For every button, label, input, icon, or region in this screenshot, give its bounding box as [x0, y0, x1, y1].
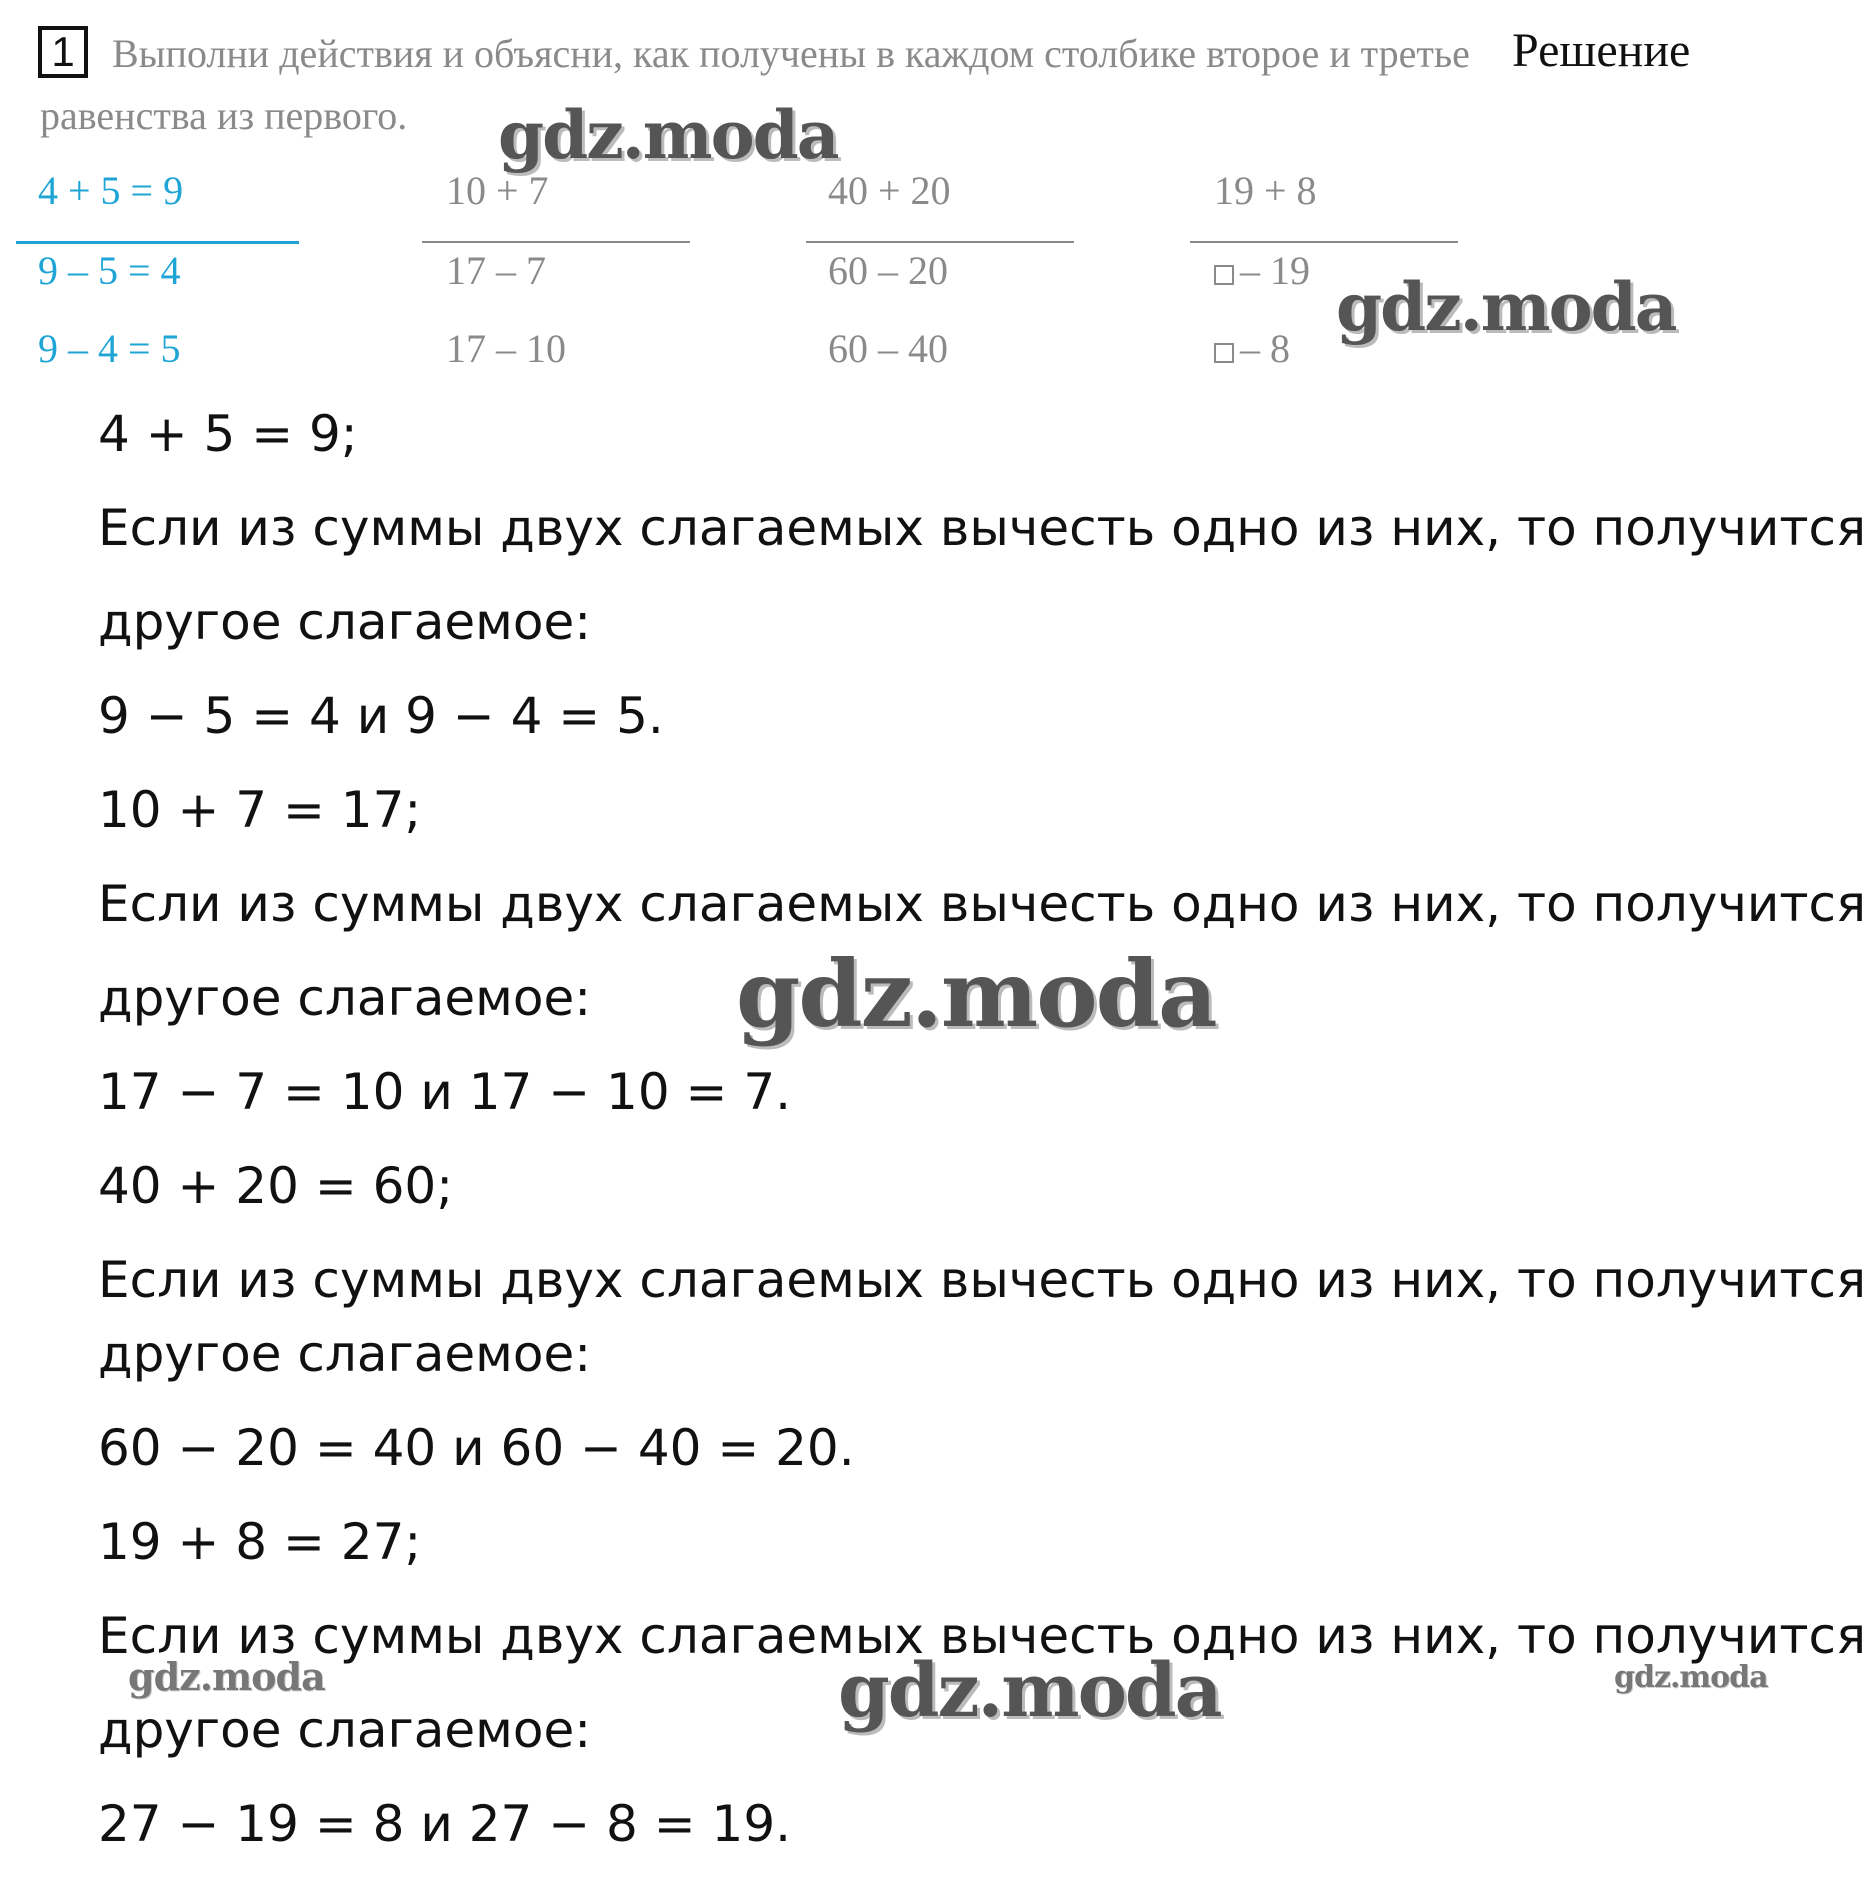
- solution-line-13: 19 + 8 = 27;: [98, 1513, 422, 1571]
- column-3-top: 40 + 20: [828, 168, 951, 213]
- solution-line-14: Если из суммы двух слагаемых вычесть одно из них, то получится: [98, 1607, 1867, 1665]
- solution-line-15: другое слагаемое:: [98, 1701, 592, 1759]
- solution-line-12: 60 − 20 = 40 и 60 − 40 = 20.: [98, 1419, 855, 1477]
- solution-line-4: 9 − 5 = 4 и 9 − 4 = 5.: [98, 687, 664, 745]
- task-number: 1: [38, 26, 88, 78]
- column-4-third: – 8: [1214, 326, 1290, 372]
- solution-line-6: Если из суммы двух слагаемых вычесть одно из них, то получится: [98, 875, 1867, 933]
- watermark-small: gdz.moda: [1614, 1660, 1768, 1695]
- solution-line-5: 10 + 7 = 17;: [98, 781, 422, 839]
- task-text-line1: Выполни действия и объясни, как получены в каждом столбике второе и третье: [112, 31, 1470, 76]
- column-2-second: 17 – 7: [446, 248, 546, 293]
- blank-box-icon: [1214, 343, 1234, 363]
- watermark: gdz.moda: [736, 940, 1216, 1048]
- column-1-third: 9 – 4 = 5: [38, 326, 181, 371]
- watermark-small: gdz.moda: [128, 1654, 325, 1699]
- column-1-divider: [16, 241, 299, 244]
- watermark: gdz.moda: [498, 96, 838, 174]
- column-1-second: 9 – 5 = 4: [38, 248, 181, 293]
- solution-line-9: 40 + 20 = 60;: [98, 1157, 454, 1215]
- solution-label: Решение: [1512, 20, 1822, 82]
- column-4-divider: [1190, 241, 1458, 243]
- column-3-third: 60 – 40: [828, 326, 948, 371]
- column-1-top: 4 + 5 = 9: [38, 168, 184, 213]
- blank-box-icon: [1214, 265, 1234, 285]
- solution-line-7: другое слагаемое:: [98, 969, 592, 1027]
- solution-line-10: Если из суммы двух слагаемых вычесть одно из них, то получится: [98, 1251, 1867, 1309]
- column-3-second: 60 – 20: [828, 248, 948, 293]
- solution-line-1: 4 + 5 = 9;: [98, 405, 358, 463]
- column-2-top: 10 + 7: [446, 168, 549, 213]
- column-4-top: 19 + 8: [1214, 168, 1317, 213]
- task-text-line2: равенства из первого.: [40, 93, 408, 138]
- column-4-second: – 19: [1214, 248, 1310, 294]
- column-2-divider: [422, 241, 690, 243]
- solution-line-11: другое слагаемое:: [98, 1325, 592, 1383]
- watermark: gdz.moda: [838, 1648, 1221, 1734]
- watermark: gdz.moda: [1336, 268, 1676, 346]
- solution-line-16: 27 − 19 = 8 и 27 − 8 = 19.: [98, 1795, 792, 1853]
- solution-line-3: другое слагаемое:: [98, 593, 592, 651]
- column-3-divider: [806, 241, 1074, 243]
- column-2-third: 17 – 10: [446, 326, 566, 371]
- solution-line-2: Если из суммы двух слагаемых вычесть одно из них, то получится: [98, 499, 1867, 557]
- solution-line-8: 17 − 7 = 10 и 17 − 10 = 7.: [98, 1063, 792, 1121]
